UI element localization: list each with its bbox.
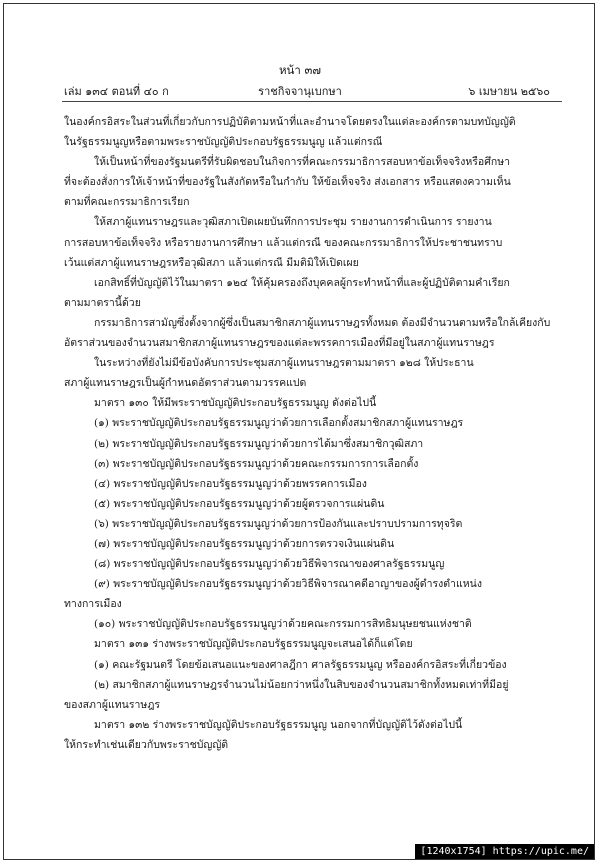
publication-date: ๖ เมษายน ๒๕๖๐: [468, 85, 550, 98]
list-item: (๗) พระราชบัญญัติประกอบรัฐธรรมนูญว่าด้วยการตรวจเงินแผ่นดิน: [94, 537, 395, 550]
volume-issue: เล่ม ๑๓๔ ตอนที่ ๔๐ ก: [64, 85, 169, 98]
image-size-watermark: [1240x1754] https://upic.me/: [415, 844, 594, 859]
list-item: (๒) สมาชิกสภาผู้แทนราษฎรจำนวนไม่น้อยกว่าหนึ่งในสิบของจำนวนสมาชิกทั้งหมดเท่าที่มีอยู่: [94, 678, 509, 691]
list-item: (๒) พระราชบัญญัติประกอบรัฐธรรมนูญว่าด้วยการได้มาซึ่งสมาชิกวุฒิสภา: [94, 437, 424, 450]
text-line: ในองค์กรอิสระในส่วนที่เกี่ยวกับการปฏิบัติตามหน้าที่และอำนาจโดยตรงในแต่ละองค์กรตามบทบัญญัติ: [64, 116, 516, 128]
section-132: มาตรา ๑๓๒ ร่างพระราชบัญญัติประกอบรัฐธรรมนูญ นอกจากที่บัญญัติไว้ดังต่อไปนี้: [94, 718, 463, 731]
text-line: เอกสิทธิ์ที่บัญญัติไว้ในมาตรา ๑๒๔ ให้คุ้มครองถึงบุคคลผู้กระทำหน้าที่และผู้ปฏิบัติตามคำเรียก: [94, 276, 510, 289]
list-item: (๔) พระราชบัญญัติประกอบรัฐธรรมนูญว่าด้วยพรรคการเมือง: [94, 477, 367, 490]
text-line: ในระหว่างที่ยังไม่มีข้อบังคับการประชุมสภาผู้แทนราษฎรตามมาตรา ๑๒๘ ให้ประธาน: [94, 357, 474, 370]
list-item: (๑) คณะรัฐมนตรี โดยข้อเสนอแนะของศาลฎีกา ศาลรัฐธรรมนูญ หรือองค์กรอิสระที่เกี่ยวข้อง: [94, 658, 507, 671]
list-item: (๘) พระราชบัญญัติประกอบรัฐธรรมนูญว่าด้วยวิธีพิจารณาของศาลรัฐธรรมนูญ: [94, 558, 445, 571]
list-item: (๖) พระราชบัญญัติประกอบรัฐธรรมนูญว่าด้วยการป้องกันและปราบปรามการทุจริต: [94, 517, 463, 530]
list-item: (๙) พระราชบัญญัติประกอบรัฐธรรมนูญว่าด้วยวิธีพิจารณาคดีอาญาของผู้ดำรงตำแหน่ง: [94, 578, 482, 591]
text-line: สภาผู้แทนราษฎรเป็นผู้กำหนดอัตราส่วนตามวรรคแปด: [64, 377, 307, 390]
text-line: การสอบหาข้อเท็จจริง หรือรายงานการศึกษา แล้วแต่กรณี ของคณะกรรมาธิการให้ประชาชนทราบ: [64, 236, 503, 249]
header-rule: [62, 101, 562, 102]
text-line: กรรมาธิการสามัญซึ่งตั้งจากผู้ซึ่งเป็นสมาชิกสภาผู้แทนราษฎรทั้งหมด ต้องมีจำนวนตามหรือใกล้เคียงกับ: [94, 316, 551, 329]
text-line: ให้กระทำเช่นเดียวกับพระราชบัญญัติ: [64, 738, 229, 751]
list-item: (๑๐) พระราชบัญญัติประกอบรัฐธรรมนูญว่าด้วยคณะกรรมการสิทธิมนุษยชนแห่งชาติ: [94, 618, 472, 631]
list-item: (๑) พระราชบัญญัติประกอบรัฐธรรมนูญว่าด้วยการเลือกตั้งสมาชิกสภาผู้แทนราษฎร: [94, 417, 464, 430]
text-line: อัตราส่วนของจำนวนสมาชิกสภาผู้แทนราษฎรของแต่ละพรรคการเมืองที่มีอยู่ในสภาผู้แทนราษฎร: [64, 337, 495, 350]
page-number: หน้า ๓๗: [278, 63, 322, 77]
document-body: [64, 112, 560, 755]
list-item: (๓) พระราชบัญญัติประกอบรัฐธรรมนูญว่าด้วยคณะกรรมการการเลือกตั้ง: [94, 457, 419, 470]
text-line: ตามที่คณะกรรมาธิการเรียก: [64, 196, 190, 209]
text-line: ของสภาผู้แทนราษฎร: [64, 698, 161, 711]
list-item: (๕) พระราชบัญญัติประกอบรัฐธรรมนูญว่าด้วยผู้ตรวจการแผ่นดิน: [94, 497, 385, 510]
text-line: เว้นแต่สภาผู้แทนราษฎรหรือวุฒิสภา แล้วแต่กรณี มีมติมิให้เปิดเผย: [64, 256, 359, 269]
text-line: ตามมาตรานี้ด้วย: [64, 296, 141, 309]
section-131: มาตรา ๑๓๑ ร่างพระราชบัญญัติประกอบรัฐธรรมนูญจะเสนอได้ก็แต่โดย: [94, 638, 413, 651]
text-line: ทางการเมือง: [64, 598, 122, 611]
gazette-title: ราชกิจจานุเบกษา: [258, 85, 342, 98]
text-line: ให้สภาผู้แทนราษฎรและวุฒิสภาเปิดเผยบันทึกการประชุม รายงานการดำเนินการ รายงาน: [94, 216, 492, 229]
text-line: ที่จะต้องสั่งการให้เจ้าหน้าที่ของรัฐในสังกัดหรือในกำกับ ให้ข้อเท็จจริง ส่งเอกสาร หรือแสดงความเห็น: [64, 176, 511, 189]
text-line: ในรัฐธรรมนูญหรือตามพระราชบัญญัติประกอบรัฐธรรมนูญ แล้วแต่กรณี: [64, 136, 383, 149]
text-line: ให้เป็นหน้าที่ของรัฐมนตรีที่รับผิดชอบในกิจการที่คณะกรรมาธิการสอบหาข้อเท็จจริงหรือศึกษา: [94, 156, 511, 169]
section-130: มาตรา ๑๓๐ ให้มีพระราชบัญญัติประกอบรัฐธรรมนูญ ดังต่อไปนี้: [94, 397, 377, 410]
